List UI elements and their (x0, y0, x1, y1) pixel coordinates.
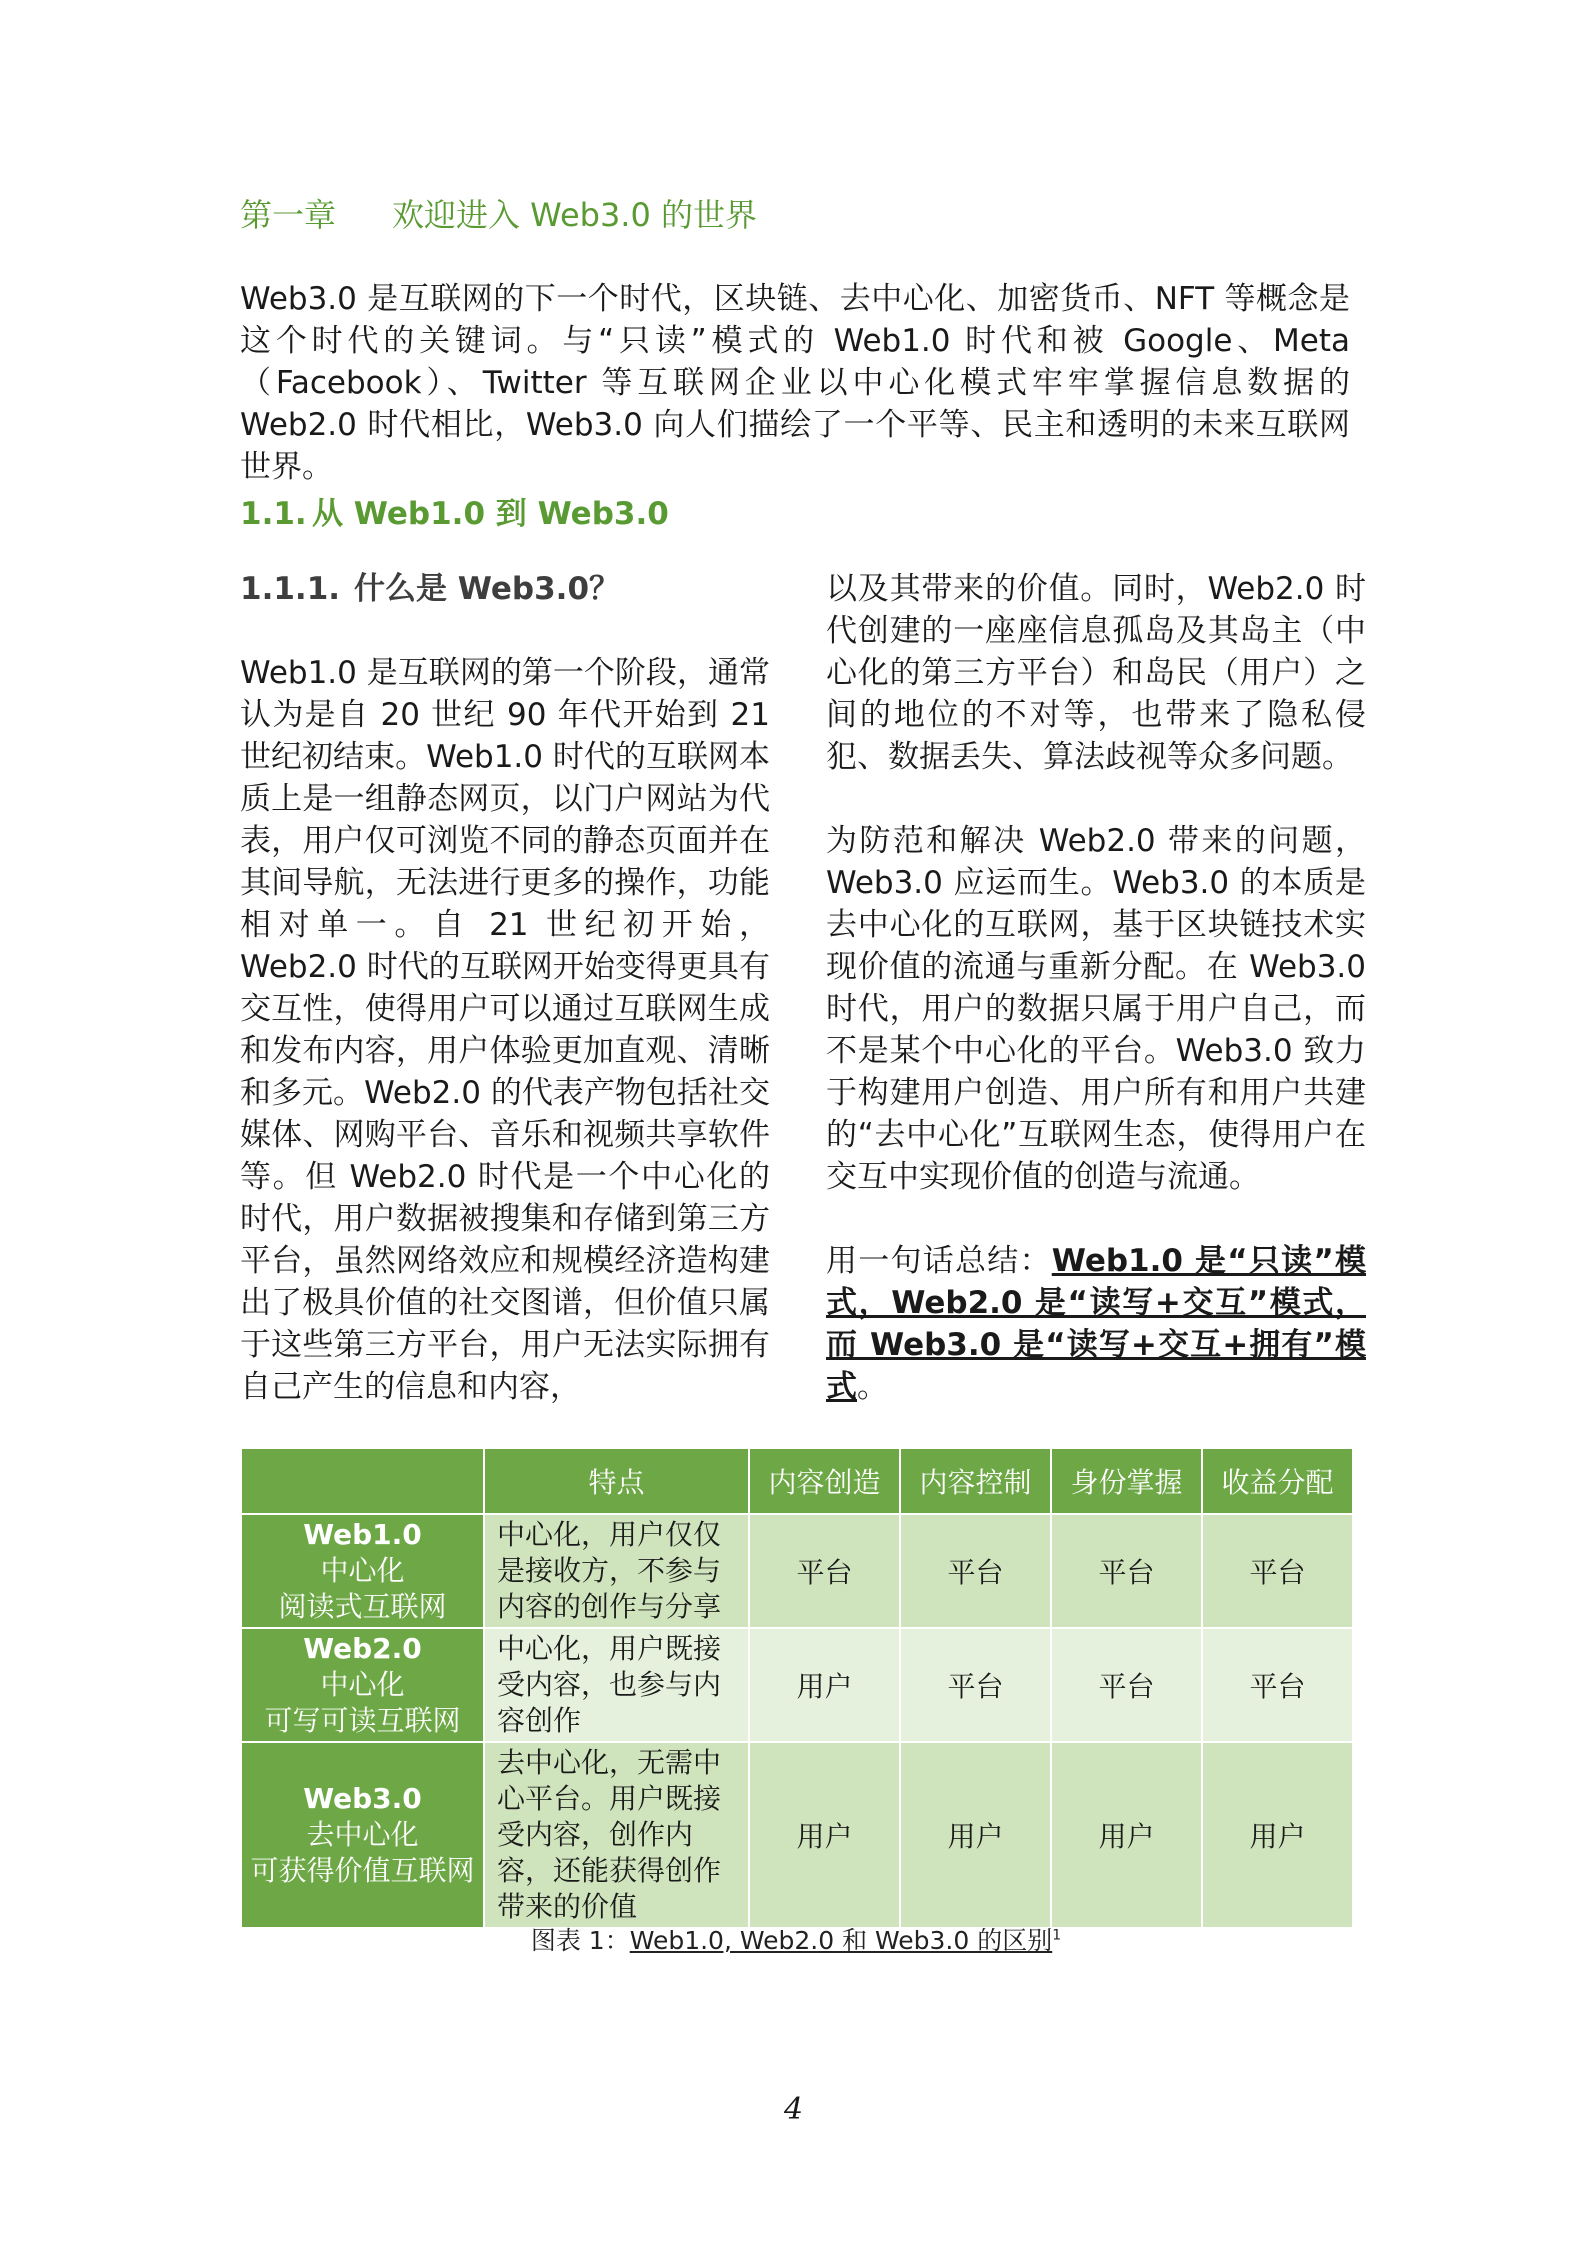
section-number: 1.1. (240, 496, 307, 532)
page-number: 4 (783, 2092, 804, 2127)
body-paragraph-1-continued: 以及其带来的价值。同时，Web2.0 时代创建的一座座信息孤岛及其岛主（中心化的第三方平台）和岛民（用户）之间的地位的不对等，也带来了隐私侵犯、数据丢失、算法歧视等众多问题。 (826, 571, 1366, 775)
row-version: Web1.0 (303, 1518, 422, 1551)
value-cell: 平台 (749, 1514, 900, 1628)
value-cell: 用户 (749, 1628, 900, 1742)
header-cell-features: 特点 (484, 1448, 749, 1514)
table-row (241, 1514, 1353, 1628)
row-header (241, 1628, 484, 1742)
header-cell-identity-ownership: 身份掌握 (1051, 1448, 1202, 1514)
subsection-heading: 什么是 Web3.0？ (354, 571, 621, 607)
subsection-number: 1.1.1. (240, 571, 341, 607)
row-description: 可写可读互联网 (264, 1704, 461, 1737)
table-row (241, 1628, 1353, 1742)
row-type: 中心化 (320, 1554, 405, 1587)
row-description: 阅读式互联网 (278, 1590, 447, 1623)
header-cell-content-control: 内容控制 (900, 1448, 1051, 1514)
row-type: 中心化 (320, 1668, 405, 1701)
section-heading: 从 Web1.0 到 Web3.0 (312, 496, 669, 532)
header-cell-revenue-distribution: 收益分配 (1202, 1448, 1353, 1514)
chapter-title (240, 190, 757, 236)
value-cell: 用户 (1051, 1742, 1202, 1928)
left-column (240, 568, 770, 1408)
header-cell (241, 1448, 484, 1514)
summary-suffix: 。 (857, 1369, 888, 1405)
value-cell: 平台 (1202, 1514, 1353, 1628)
feature-cell: 中心化，用户仅仅是接收方，不参与内容的创作与分享 (484, 1514, 749, 1628)
comparison-table (240, 1447, 1354, 1929)
row-version: Web2.0 (303, 1632, 422, 1665)
body-paragraph-1: Web1.0 是互联网的第一个阶段，通常认为是自 20 世纪 90 年代开始到 21 世纪初结束。Web1.0 时代的互联网本质上是一组静态网页，以门户网站为代表，用户仅可浏览不同的静态页面并在其间导航，无法进行更多的操作，功能相对单一。自 21 世纪初开始，Web2.0 时代的互联网开始变得更具有交互性，使得用户可以通过互联网生成和发布内容，用户体验更加直观、清晰和多元。Web2.0 的代表产物包括社交媒体、网购平台、音乐和视频共享软件等。但 Web2.0 时代是一个中心化的时代，用户数据被搜集和存储到第三方平台，虽然网络效应和规模经济造构建出了极具价值的社交图谱，但价值只属于这些第三方平台，用户无法实际拥有自己产生的信息和内容， (240, 655, 770, 1405)
summary-paragraph (826, 1240, 1366, 1408)
caption-label: 图表 1： (530, 1926, 630, 1955)
footnote-marker[interactable]: 1 (1052, 1927, 1062, 1944)
value-cell: 平台 (900, 1514, 1051, 1628)
summary-prefix: 用一句话总结： (826, 1243, 1052, 1279)
header-cell-content-creation: 内容创造 (749, 1448, 900, 1514)
value-cell: 用户 (900, 1742, 1051, 1928)
value-cell: 用户 (1202, 1742, 1353, 1928)
row-header (241, 1514, 484, 1628)
value-cell: 平台 (900, 1628, 1051, 1742)
table-caption (240, 1921, 1352, 1957)
summary-highlight: Web1.0 是“只读”模式，Web2.0 是“读写+交互”模式，而 Web3.0 是“读写+交互+拥有”模式 (826, 1243, 1367, 1405)
row-description: 可获得价值互联网 (250, 1854, 475, 1887)
value-cell: 平台 (1051, 1628, 1202, 1742)
chapter-heading: 欢迎进入 Web3.0 的世界 (392, 196, 758, 234)
value-cell: 平台 (1051, 1514, 1202, 1628)
table-row (241, 1742, 1353, 1928)
body-paragraph-2: 为防范和解决 Web2.0 带来的问题，Web3.0 应运而生。Web3.0 的本质是去中心化的互联网，基于区块链技术实现价值的流通与重新分配。在 Web3.0 时代，用户的数据只属于用户自己，而不是某个中心化的平台。Web3.0 致力于构建用户创造、用户所有和用户共建的“去中心化”互联网生态，使得用户在交互中实现价值的创造与流通。 (826, 823, 1366, 1195)
right-column (826, 568, 1366, 1408)
section-title (240, 488, 669, 533)
feature-cell: 去中心化，无需中心平台。用户既接受内容，创作内容，还能获得创作带来的价值 (484, 1742, 749, 1928)
caption-text: Web1.0, Web2.0 和 Web3.0 的区别 (629, 1926, 1053, 1955)
chapter-number: 第一章 (240, 196, 337, 234)
row-version: Web3.0 (303, 1782, 422, 1815)
table-header-row (241, 1448, 1353, 1514)
row-header (241, 1742, 484, 1928)
subsection-title (240, 568, 770, 610)
intro-paragraph: Web3.0 是互联网的下一个时代，区块链、去中心化、加密货币、NFT 等概念是这个时代的关键词。与“只读”模式的 Web1.0 时代和被 Google、Meta（Facebook）、Twitter 等互联网企业以中心化模式牢牢掌握信息数据的 Web2.0 时代相比，Web3.0 向人们描绘了一个平等、民主和透明的未来互联网世界。 (240, 281, 1350, 485)
value-cell: 平台 (1202, 1628, 1353, 1742)
value-cell: 用户 (749, 1742, 900, 1928)
row-type: 去中心化 (306, 1818, 419, 1851)
feature-cell: 中心化，用户既接受内容，也参与内容创作 (484, 1628, 749, 1742)
